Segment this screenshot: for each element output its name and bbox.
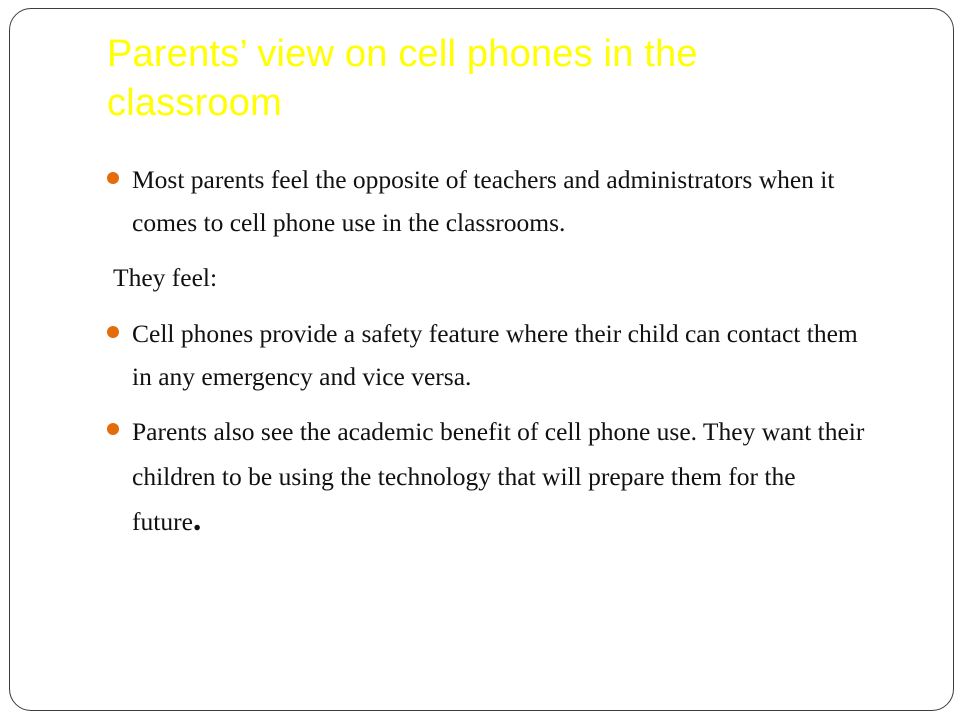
bullet-end-period: . (192, 501, 202, 538)
bullet-dot-icon (107, 423, 119, 435)
bullet-dot-icon (107, 326, 119, 338)
bullet-dot-icon (107, 172, 119, 184)
slide-title: Parents’ view on cell phones in the classroom (107, 33, 698, 124)
bullet-text: Parents also see the academic benefit of cell phone use. They want their children to be using the technology that will prepare them for the future (132, 417, 865, 536)
bullet-item (105, 409, 865, 544)
slide-body (105, 158, 865, 544)
bullet-text: Most parents feel the opposite of teachers and administrators when it comes to cell phone use in the classrooms. (132, 165, 835, 237)
bullet-item (105, 312, 865, 398)
bullet-item (105, 158, 865, 244)
bullet-text: Cell phones provide a safety feature where their child can contact them in any emergency and vice versa. (132, 319, 858, 391)
they-feel-line: They feel: (113, 263, 218, 292)
